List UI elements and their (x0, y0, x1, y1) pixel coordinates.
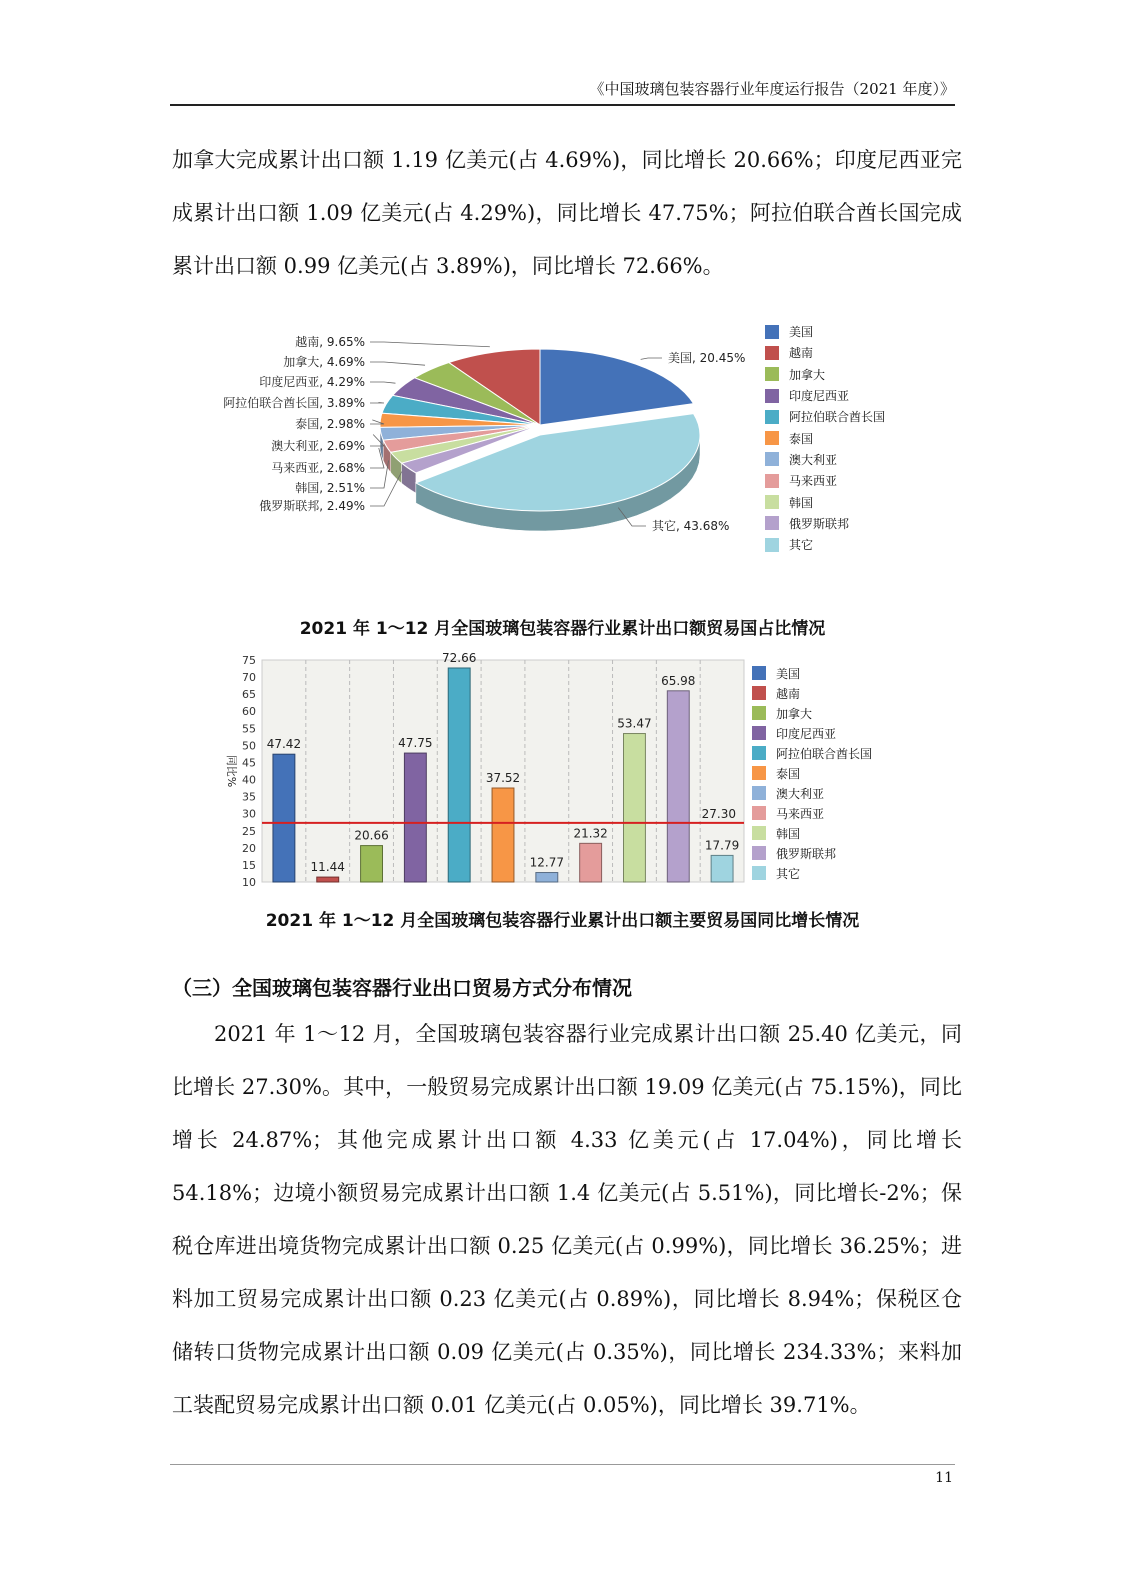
legend-item (752, 723, 872, 743)
legend-item (752, 823, 872, 843)
bar (404, 753, 426, 882)
legend-swatch (752, 846, 766, 860)
page-number: 11 (935, 1470, 953, 1486)
legend-swatch (752, 726, 766, 740)
legend-swatch (765, 495, 779, 509)
legend-swatch (752, 866, 766, 880)
pie-data-label: 澳大利亚, 2.69% (271, 439, 365, 453)
y-tick-label: 60 (242, 705, 256, 719)
bar-chart (210, 650, 750, 895)
pie-data-label: 美国, 20.45% (668, 351, 746, 365)
legend-item (765, 342, 885, 363)
y-tick-label: 45 (242, 756, 256, 770)
y-tick-label: 30 (242, 807, 256, 821)
y-tick-label: 10 (242, 876, 256, 889)
legend-swatch (752, 826, 766, 840)
y-tick-label: 15 (242, 858, 256, 872)
legend-item (752, 683, 872, 703)
legend-item (765, 385, 885, 406)
legend-swatch (765, 538, 779, 552)
pie-data-label: 韩国, 2.51% (295, 481, 365, 495)
legend-item (765, 449, 885, 470)
legend-label: 泰国 (776, 766, 801, 781)
legend-swatch (765, 389, 779, 403)
legend-label: 阿拉伯联合酋长国 (776, 746, 873, 761)
legend-label: 加拿大 (789, 367, 826, 382)
legend-swatch (765, 452, 779, 466)
legend-item (765, 513, 885, 534)
legend-swatch (752, 746, 766, 760)
legend-label: 美国 (789, 325, 814, 340)
bar (492, 788, 514, 882)
bar (317, 877, 339, 882)
y-tick-label: 35 (242, 790, 256, 804)
legend-label: 美国 (776, 666, 801, 681)
bar-value-label: 47.75 (398, 736, 433, 751)
bar (273, 754, 295, 882)
legend-swatch (752, 706, 766, 720)
legend-label: 越南 (789, 346, 814, 361)
reference-line-label: 27.30 (701, 806, 736, 821)
legend-label: 马来西亚 (789, 474, 838, 489)
legend-swatch (765, 410, 779, 424)
y-tick-label: 20 (242, 841, 256, 855)
legend-swatch (765, 325, 779, 339)
legend-swatch (752, 766, 766, 780)
y-tick-label: 70 (242, 671, 256, 685)
bar-value-label: 47.42 (266, 737, 302, 752)
legend-item (752, 803, 872, 823)
legend-label: 澳大利亚 (789, 452, 838, 467)
bar-value-label: 20.66 (354, 828, 389, 843)
legend-label: 越南 (776, 686, 801, 701)
bar (361, 846, 383, 882)
bar-value-label: 72.66 (442, 650, 477, 665)
legend-item (752, 663, 872, 683)
section-heading: （三）全国玻璃包装容器行业出口贸易方式分布情况 (172, 976, 632, 1000)
body-paragraph: 2021 年 1～12 月，全国玻璃包装容器行业完成累计出口额 25.40 亿美元，同比增长 27.30%。其中，一般贸易完成累计出口额 19.09 亿美元(占 75.15%)，同比增长 24.87%；其他完成累计出口额 4.33 亿美元(占 17.04%)，同比增长 54.18%；边境小额贸易完成累计出口额 1.4 亿美元(占 5.51%)，同比增长-2%；保税仓库进出境货物完成累计出口额 0.25 亿美元(占 0.99%)，同比增长 36.25%；进料加工贸易完成累计出口额 0.23 亿美元(占 0.89%)，同比增长 8.94%；保税区仓储转口货物完成累计出口额 0.09 亿美元(占 0.35%)，同比增长 234.33%；来料加工装配贸易完成累计出口额 0.01 亿美元(占 0.05%)，同比增长 39.71%。 (172, 1022, 962, 1417)
y-tick-label: 25 (242, 824, 256, 838)
pie-leader-line (370, 342, 490, 347)
legend-item (765, 321, 885, 342)
legend-label: 俄罗斯联邦 (776, 846, 837, 861)
legend-item (765, 364, 885, 385)
page-header (170, 74, 955, 106)
footer-divider (170, 1464, 955, 1465)
pie-data-label: 阿拉伯联合酋长国, 3.89% (223, 396, 365, 410)
pie-leader-line (370, 382, 395, 383)
legend-swatch (752, 786, 766, 800)
legend-item (765, 427, 885, 448)
bar-chart-title: 2021 年 1～12 月全国玻璃包装容器行业累计出口额主要贸易国同比增长情况 (265, 911, 860, 931)
pie-leader-line (370, 402, 384, 403)
legend-swatch (765, 431, 779, 445)
bar (448, 668, 470, 882)
legend-label: 韩国 (789, 495, 814, 510)
legend-swatch (752, 806, 766, 820)
legend-item (752, 783, 872, 803)
bar-value-label: 37.52 (485, 771, 521, 786)
legend-item (752, 703, 872, 723)
pie-chart (200, 310, 760, 570)
pie-data-label: 俄罗斯联邦, 2.49% (259, 499, 365, 513)
legend-item (765, 491, 885, 512)
intro-paragraph: 加拿大完成累计出口额 1.19 亿美元(占 4.69%)，同比增长 20.66%；印度尼西亚完成累计出口额 1.09 亿美元(占 4.29%)，同比增长 47.75%；阿拉伯联合酋长国完成累计出口额 0.99 亿美元(占 3.89%)，同比增长 72.66%。 (172, 148, 962, 278)
y-tick-label: 55 (242, 722, 256, 736)
legend-swatch (765, 474, 779, 488)
legend-swatch (765, 516, 779, 530)
bar (580, 843, 602, 882)
y-tick-label: 50 (242, 739, 256, 753)
bar (624, 734, 646, 882)
legend-swatch (752, 666, 766, 680)
legend-label: 其它 (789, 538, 814, 553)
bar (667, 691, 689, 882)
bar-legend (752, 663, 872, 883)
bar-value-label: 65.98 (661, 673, 696, 688)
legend-item (752, 863, 872, 883)
header-title: 《中国玻璃包装容器行业年度运行报告（2021 年度）》 (589, 80, 955, 98)
legend-label: 阿拉伯联合酋长国 (789, 410, 886, 425)
pie-data-label: 印度尼西亚, 4.29% (259, 375, 365, 389)
legend-item (752, 763, 872, 783)
y-tick-label: 65 (242, 688, 256, 702)
legend-swatch (752, 686, 766, 700)
legend-label: 韩国 (776, 826, 801, 841)
legend-item (752, 843, 872, 863)
legend-item (765, 470, 885, 491)
y-tick-label: 75 (242, 654, 256, 667)
y-tick-label: 40 (242, 773, 256, 787)
legend-swatch (765, 367, 779, 381)
legend-item (765, 406, 885, 427)
pie-chart-title: 2021 年 1～12 月全国玻璃包装容器行业累计出口额贸易国占比情况 (299, 619, 826, 639)
pie-data-label: 其它, 43.68% (652, 519, 730, 533)
pie-data-label: 马来西亚, 2.68% (271, 461, 365, 475)
bar-value-label: 21.32 (573, 826, 608, 841)
bar (711, 855, 733, 882)
y-axis-label: 同比% (225, 754, 238, 788)
legend-label: 俄罗斯联邦 (789, 516, 850, 531)
bar-value-label: 12.77 (529, 855, 564, 870)
legend-item (752, 743, 872, 763)
legend-label: 其它 (776, 866, 801, 881)
pie-legend (765, 321, 885, 555)
bar-value-label: 53.47 (617, 716, 652, 731)
legend-item (765, 534, 885, 555)
legend-label: 马来西亚 (776, 806, 825, 821)
legend-label: 印度尼西亚 (776, 726, 837, 741)
legend-swatch (765, 346, 779, 360)
bar-value-label: 17.79 (704, 838, 740, 853)
legend-label: 澳大利亚 (776, 786, 825, 801)
pie-data-label: 越南, 9.65% (295, 335, 365, 349)
bar-value-label: 11.44 (310, 860, 345, 875)
legend-label: 印度尼西亚 (789, 389, 850, 404)
legend-label: 泰国 (789, 431, 814, 446)
pie-data-label: 加拿大, 4.69% (283, 355, 365, 369)
pie-leader-line (641, 358, 662, 359)
pie-data-label: 泰国, 2.98% (295, 417, 365, 431)
legend-label: 加拿大 (776, 706, 813, 721)
bar (536, 873, 558, 882)
pie-leader-line (370, 362, 425, 365)
